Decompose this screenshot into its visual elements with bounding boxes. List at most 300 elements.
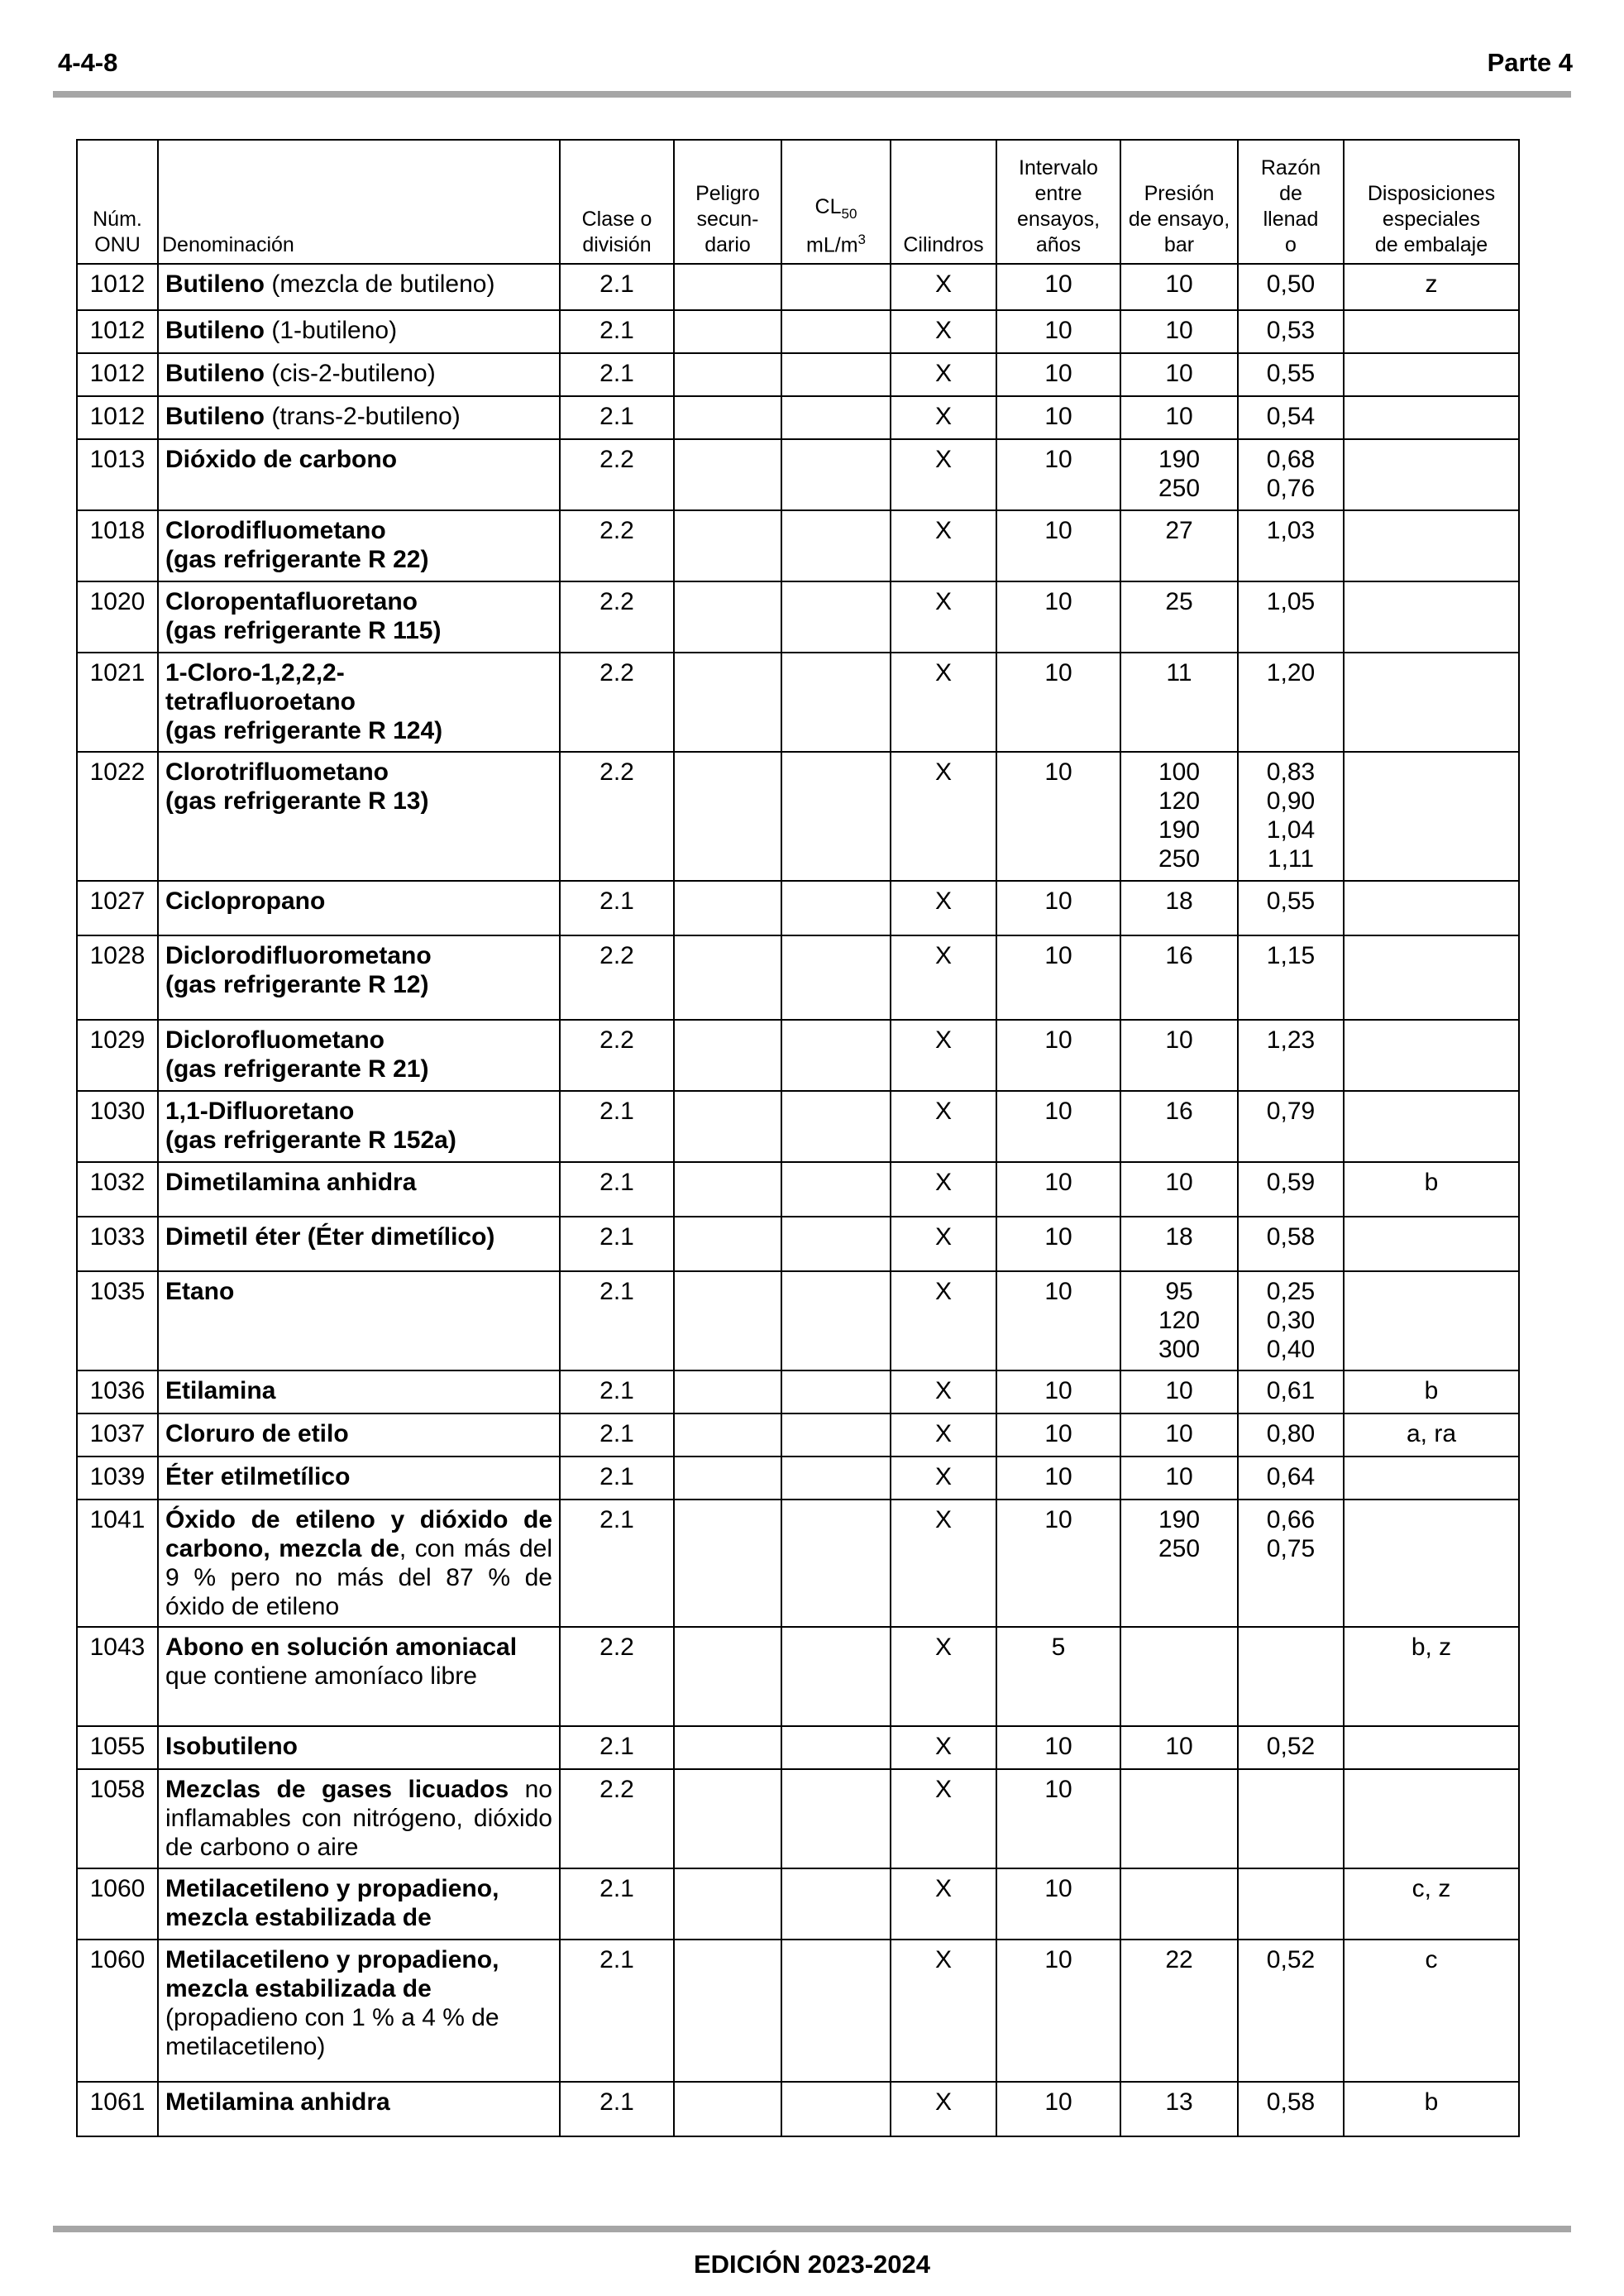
cell-razon [1238,1162,1344,1217]
cell-intervalo: 10 [996,653,1120,752]
cell-onu: 1043 [77,1627,158,1726]
name-segment: (gas refrigerante R 13) [165,787,429,815]
page-number: 4-4-8 [58,48,118,77]
pressure-value: 27 [1165,517,1193,544]
cell-denominacion [158,935,560,1020]
cell-onu: 1021 [77,653,158,752]
cell-razon [1238,653,1344,752]
cell-cl50 [781,510,891,581]
name-segment: Metilacetileno y propadieno, mezcla estabilizada de [165,1946,499,2002]
cell-disposiciones [1344,1020,1519,1091]
cell-cilindros: X [891,1868,996,1940]
cell-intervalo: 10 [996,1271,1120,1370]
cell-intervalo: 10 [996,1370,1120,1413]
cell-intervalo: 10 [996,752,1120,881]
table-row [77,1500,1519,1627]
cell-onu: 1022 [77,752,158,881]
cell-presion [1120,881,1238,935]
cell-intervalo: 10 [996,1500,1120,1627]
pressure-value: 95 [1165,1278,1193,1305]
cell-intervalo: 10 [996,1726,1120,1769]
cell-peligro [674,935,781,1020]
cell-onu: 1027 [77,881,158,935]
cell-cl50 [781,1940,891,2082]
filling-ratio-value: 1,03 [1266,517,1316,544]
cell-denominacion [158,264,560,310]
cell-clase: 2.1 [560,1500,674,1627]
cell-denominacion [158,581,560,653]
filling-ratio-value: 0,79 [1266,1098,1316,1125]
pressure-value: 11 [1166,659,1192,686]
cell-razon [1238,1868,1344,1940]
filling-ratio-value: 0,58 [1266,2088,1316,2116]
cell-intervalo: 10 [996,881,1120,935]
name-segment: Éter etilmetílico [165,1463,351,1490]
name-segment: Ciclopropano [165,887,326,915]
cell-razon [1238,353,1344,396]
cell-cl50 [781,1627,891,1726]
cell-disposiciones [1344,1457,1519,1500]
cell-peligro [674,1413,781,1457]
name-segment: que contiene amoníaco libre [165,1662,477,1690]
cell-intervalo: 10 [996,2082,1120,2136]
table-body [77,264,1519,2136]
cell-razon [1238,1413,1344,1457]
cell-cl50 [781,439,891,510]
cell-cl50 [781,581,891,653]
cell-disposiciones [1344,935,1519,1020]
cell-disposiciones [1344,1217,1519,1271]
cell-cilindros: X [891,1457,996,1500]
filling-ratio-value: 0,25 [1266,1278,1316,1305]
cell-intervalo: 10 [996,1413,1120,1457]
cell-peligro [674,1940,781,2082]
pressure-value: 190 [1158,816,1201,844]
table-row [77,264,1519,310]
pressure-value: 10 [1165,403,1193,430]
cell-denominacion [158,1162,560,1217]
cell-disposiciones: z [1344,264,1519,310]
cell-peligro [674,752,781,881]
name-segment: Clorotrifluometano [165,758,389,786]
cell-onu: 1033 [77,1217,158,1271]
cell-clase: 2.2 [560,1020,674,1091]
cell-peligro [674,510,781,581]
cell-onu: 1035 [77,1271,158,1370]
name-segment: Diclorodifluorometano [165,942,432,969]
name-segment: (1-butileno) [265,317,398,344]
table-row [77,510,1519,581]
cell-clase: 2.2 [560,439,674,510]
cell-denominacion [158,653,560,752]
cell-presion [1120,1868,1238,1940]
cell-clase: 2.1 [560,1217,674,1271]
cell-clase: 2.1 [560,353,674,396]
cell-clase: 2.2 [560,1627,674,1726]
cell-disposiciones: b, z [1344,1627,1519,1726]
cell-onu: 1039 [77,1457,158,1500]
name-segment: no inflamables con nitrógeno, dióxido de carbono o aire [165,1776,552,1861]
cell-razon [1238,881,1344,935]
cell-cl50 [781,1162,891,1217]
cell-clase: 2.1 [560,1091,674,1162]
cell-cilindros: X [891,396,996,439]
edition-footer: EDICIÓN 2023-2024 [693,2250,931,2279]
cell-presion [1120,1500,1238,1627]
table-row [77,1370,1519,1413]
name-segment: (gas refrigerante R 21) [165,1055,429,1083]
name-segment: Metilamina anhidra [165,2088,390,2116]
name-segment: Dimetil éter (Éter dimetílico) [165,1223,495,1251]
cell-denominacion [158,752,560,881]
cell-intervalo: 10 [996,1020,1120,1091]
cell-disposiciones [1344,396,1519,439]
cell-cilindros: X [891,1500,996,1627]
cell-intervalo: 10 [996,1162,1120,1217]
cell-clase: 2.2 [560,510,674,581]
cell-clase: 2.2 [560,581,674,653]
cell-intervalo: 10 [996,1769,1120,1868]
cell-denominacion [158,1413,560,1457]
table-row [77,653,1519,752]
filling-ratio-value: 0,90 [1266,787,1316,815]
cell-presion [1120,581,1238,653]
cell-disposiciones [1344,752,1519,881]
cell-razon [1238,2082,1344,2136]
cell-cilindros: X [891,1627,996,1726]
cell-cilindros: X [891,353,996,396]
cell-clase: 2.1 [560,1162,674,1217]
cell-cl50 [781,752,891,881]
cell-razon [1238,581,1344,653]
cell-onu: 1028 [77,935,158,1020]
cell-disposiciones [1344,439,1519,510]
name-segment: Dióxido de carbono [165,446,398,473]
cell-cilindros: X [891,2082,996,2136]
cell-disposiciones: a, ra [1344,1413,1519,1457]
cell-presion [1120,2082,1238,2136]
cell-disposiciones [1344,310,1519,353]
col-peligro: Peligro secun- dario [674,140,781,264]
name-segment: Butileno [165,270,265,298]
col-presion: Presión de ensayo, bar [1120,140,1238,264]
cell-denominacion [158,1091,560,1162]
cell-intervalo: 10 [996,581,1120,653]
name-segment: (trans-2-butileno) [265,403,461,430]
cell-presion [1120,653,1238,752]
cell-presion [1120,1627,1238,1726]
pressure-value: 16 [1165,942,1193,969]
name-segment: Óxido de etileno y dióxido de carbono, mezcla de [165,1506,552,1562]
cell-clase: 2.1 [560,1457,674,1500]
cell-cl50 [781,1020,891,1091]
name-segment: tetrafluoroetano [165,688,356,715]
cell-denominacion [158,1271,560,1370]
filling-ratio-value: 1,15 [1266,942,1316,969]
filling-ratio-value: 0,59 [1266,1169,1316,1196]
filling-ratio-value: 1,04 [1266,816,1316,844]
table-row [77,752,1519,881]
cell-disposiciones: b [1344,1370,1519,1413]
filling-ratio-value: 1,20 [1266,659,1316,686]
cell-onu: 1012 [77,353,158,396]
cell-peligro [674,1217,781,1271]
cell-onu: 1060 [77,1940,158,2082]
cell-presion [1120,1162,1238,1217]
cell-denominacion [158,510,560,581]
cell-onu: 1012 [77,264,158,310]
cell-razon [1238,935,1344,1020]
cell-cilindros: X [891,1020,996,1091]
cell-peligro [674,2082,781,2136]
cell-intervalo: 10 [996,396,1120,439]
cell-cl50 [781,1370,891,1413]
cell-clase: 2.1 [560,1868,674,1940]
cell-presion [1120,1940,1238,2082]
cell-razon [1238,1370,1344,1413]
cell-presion [1120,1726,1238,1769]
cell-onu: 1012 [77,396,158,439]
table-row [77,2082,1519,2136]
cell-disposiciones [1344,881,1519,935]
cell-clase: 2.1 [560,1726,674,1769]
name-segment: Abono en solución amoniacal [165,1634,518,1661]
cell-razon [1238,752,1344,881]
cell-disposiciones [1344,353,1519,396]
cell-onu: 1060 [77,1868,158,1940]
cell-cl50 [781,1413,891,1457]
cell-cl50 [781,353,891,396]
pressure-value: 16 [1165,1098,1193,1125]
name-segment: Butileno [165,360,265,387]
cell-cl50 [781,264,891,310]
cell-presion [1120,264,1238,310]
cell-cilindros: X [891,1271,996,1370]
cell-presion [1120,439,1238,510]
cell-intervalo: 10 [996,264,1120,310]
cell-presion [1120,1020,1238,1091]
table-row [77,881,1519,935]
filling-ratio-value: 1,11 [1267,845,1315,873]
cell-presion [1120,1413,1238,1457]
table-row [77,1726,1519,1769]
name-segment: (cis-2-butileno) [265,360,436,387]
cell-onu: 1012 [77,310,158,353]
filling-ratio-value: 0,55 [1266,360,1316,387]
cell-cilindros: X [891,1413,996,1457]
cell-denominacion [158,1726,560,1769]
col-name: Denominación [158,140,560,264]
cell-denominacion [158,353,560,396]
cell-cilindros: X [891,1091,996,1162]
col-razon: Razón de llenad o [1238,140,1344,264]
cell-peligro [674,396,781,439]
name-segment: (propadieno con 1 % a 4 % de metilacetileno) [165,2004,499,2060]
col-num: Núm. ONU [77,140,158,264]
pressure-value: 190 [1158,446,1201,473]
header-rule [53,91,1571,98]
cell-disposiciones [1344,1500,1519,1627]
name-segment: (gas refrigerante R 12) [165,971,429,998]
cell-cl50 [781,1271,891,1370]
cell-denominacion [158,439,560,510]
pressure-value: 190 [1158,1506,1201,1533]
table-row [77,1940,1519,2082]
cell-denominacion [158,1370,560,1413]
cell-presion [1120,1217,1238,1271]
filling-ratio-value: 0,58 [1266,1223,1316,1251]
cell-cilindros: X [891,439,996,510]
filling-ratio-value: 0,50 [1266,270,1316,298]
cell-disposiciones: c, z [1344,1868,1519,1940]
cell-disposiciones [1344,653,1519,752]
cell-clase: 2.2 [560,752,674,881]
name-segment: 1-Cloro-1,2,2,2- [165,659,345,686]
cell-presion [1120,396,1238,439]
cell-clase: 2.1 [560,396,674,439]
cell-peligro [674,1500,781,1627]
cell-onu: 1058 [77,1769,158,1868]
cell-presion [1120,935,1238,1020]
cell-peligro [674,439,781,510]
cell-clase: 2.2 [560,935,674,1020]
cell-intervalo: 10 [996,310,1120,353]
cell-intervalo: 10 [996,1940,1120,2082]
filling-ratio-value: 0,55 [1266,887,1316,915]
cell-presion [1120,1457,1238,1500]
filling-ratio-value: 0,52 [1266,1946,1316,1973]
cell-onu: 1055 [77,1726,158,1769]
cell-peligro [674,1627,781,1726]
filling-ratio-value: 0,52 [1266,1733,1316,1760]
pressure-value: 13 [1165,2088,1193,2116]
cell-clase: 2.1 [560,264,674,310]
cell-presion [1120,1370,1238,1413]
pressure-value: 100 [1158,758,1201,786]
cell-peligro [674,653,781,752]
col-disposiciones: Disposiciones especiales de embalaje [1344,140,1519,264]
cell-razon [1238,396,1344,439]
cell-presion [1120,1769,1238,1868]
cell-disposiciones [1344,1091,1519,1162]
pressure-value: 10 [1165,1026,1193,1054]
pressure-value: 10 [1165,1420,1193,1447]
name-segment: Etano [165,1278,235,1305]
col-cilindros: Cilindros [891,140,996,264]
name-segment: Mezclas de gases licuados [165,1776,509,1803]
cell-onu: 1020 [77,581,158,653]
cell-peligro [674,310,781,353]
pressure-value: 120 [1158,1307,1201,1334]
cell-razon [1238,1769,1344,1868]
table-row [77,1162,1519,1217]
cell-denominacion [158,396,560,439]
name-segment: (mezcla de butileno) [265,270,495,298]
table-row [77,1271,1519,1370]
cell-cl50 [781,653,891,752]
cell-cl50 [781,396,891,439]
cell-cilindros: X [891,1726,996,1769]
cell-disposiciones [1344,1271,1519,1370]
cell-cilindros: X [891,752,996,881]
table-row [77,1457,1519,1500]
cell-clase: 2.1 [560,310,674,353]
table-row [77,1627,1519,1726]
filling-ratio-value: 0,83 [1266,758,1316,786]
cell-razon [1238,1020,1344,1091]
cell-cilindros: X [891,1217,996,1271]
filling-ratio-value: 0,66 [1266,1506,1316,1533]
cell-razon [1238,1271,1344,1370]
cell-denominacion [158,1940,560,2082]
cell-peligro [674,1769,781,1868]
name-segment: (gas refrigerante R 115) [165,617,442,644]
cell-cl50 [781,935,891,1020]
cell-denominacion [158,1217,560,1271]
cell-cl50 [781,2082,891,2136]
cell-razon [1238,1726,1344,1769]
cell-cilindros: X [891,310,996,353]
cell-onu: 1029 [77,1020,158,1091]
cell-disposiciones [1344,581,1519,653]
filling-ratio-value: 0,75 [1266,1535,1316,1562]
footer-rule [53,2226,1571,2232]
cell-presion [1120,1091,1238,1162]
pressure-value: 22 [1165,1946,1193,1973]
cell-razon [1238,1627,1344,1726]
cell-cilindros: X [891,1370,996,1413]
filling-ratio-value: 0,30 [1266,1307,1316,1334]
cell-razon [1238,1940,1344,2082]
cell-razon [1238,439,1344,510]
name-segment: Diclorofluometano [165,1026,385,1054]
cell-disposiciones [1344,1726,1519,1769]
table-row [77,1769,1519,1868]
table-row [77,1217,1519,1271]
cell-presion [1120,752,1238,881]
cell-peligro [674,1370,781,1413]
cell-razon [1238,1500,1344,1627]
pressure-value: 10 [1165,1169,1193,1196]
name-segment: Butileno [165,317,265,344]
name-segment: , con más del 9 % pero no más del 87 % de óxido de etileno [165,1535,552,1620]
table-row [77,353,1519,396]
cell-presion [1120,1271,1238,1370]
pressure-value: 10 [1165,1463,1193,1490]
filling-ratio-value: 0,80 [1266,1420,1316,1447]
name-segment: Butileno [165,403,265,430]
cell-cilindros: X [891,1162,996,1217]
cell-peligro [674,1020,781,1091]
pressure-value: 250 [1158,1535,1201,1562]
cell-intervalo: 10 [996,510,1120,581]
cell-cilindros: X [891,881,996,935]
cell-clase: 2.1 [560,1940,674,2082]
cell-denominacion [158,1868,560,1940]
cell-disposiciones [1344,510,1519,581]
cell-cl50 [781,1217,891,1271]
cell-peligro [674,881,781,935]
cell-onu: 1018 [77,510,158,581]
cell-peligro [674,353,781,396]
cell-razon [1238,1217,1344,1271]
cell-clase: 2.1 [560,1413,674,1457]
col-intervalo: Intervalo entre ensayos, años [996,140,1120,264]
cell-cilindros: X [891,653,996,752]
col-clase: Clase o división [560,140,674,264]
cell-intervalo: 10 [996,439,1120,510]
cell-peligro [674,264,781,310]
